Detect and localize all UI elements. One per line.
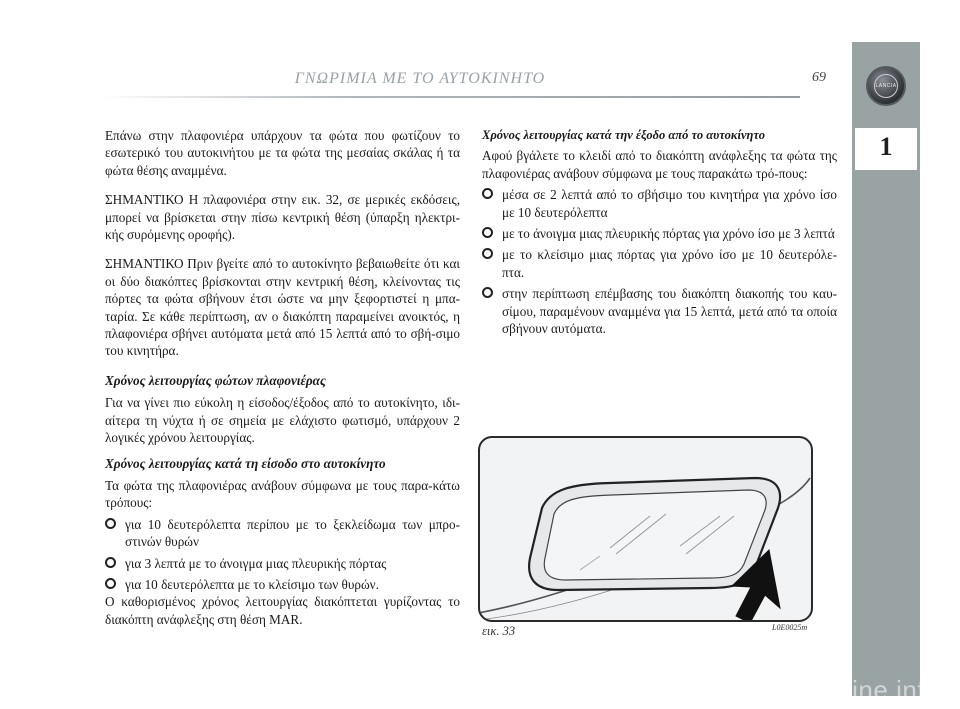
list-item-text: μέσα σε 2 λεπτά από το σβήσιμο του κινητήρα για χρόνο ίσο με 10 δευτερόλεπτα xyxy=(502,187,837,220)
logo-text: LANCIA xyxy=(874,74,898,98)
list-item xyxy=(105,576,460,593)
figure-frame xyxy=(478,436,813,622)
list-item xyxy=(105,516,460,551)
header-title: ΓΝΩΡΙΜΙΑ ΜΕ ΤΟ ΑΥΤΟΚΙΝΗΤΟ xyxy=(294,70,546,87)
lancia-logo-icon xyxy=(866,66,906,106)
paragraph: Ο καθορισμένος χρόνος λειτουργίας διακόπτεται γυρίζοντας το διακόπτη ανάφλεξης στη θέση MAR. xyxy=(105,594,460,627)
right-column xyxy=(482,127,837,341)
figure-code: L0E0025m xyxy=(772,623,808,632)
paragraph: Αφού βγάλετε το κλειδί από το διακόπτη ανάφλεξης τα φώτα της πλαφονιέρας ανάβουν σύμφωνα με τους παρακάτω τρό-πους: xyxy=(482,148,837,181)
section-heading: Χρόνος λειτουργίας φώτων πλαφονιέρας xyxy=(105,372,326,388)
list-item-text: με το κλείσιμο μιας πόρτας για χρόνο ίσο με 10 δευτερόλε-πτα. xyxy=(502,247,837,280)
chapter-number: 1 xyxy=(879,132,893,161)
page-number: 69 xyxy=(812,70,826,85)
list-item-text: στην περίπτωση επέμβασης του διακόπτη διακοπής του καυ-σίμου, παραμένουν αναμμένα για 15 λεπτά, μετά από τα οποία σβήνουν αυτόματα. xyxy=(502,286,837,337)
watermark: carmanualsonline.info xyxy=(676,675,940,705)
paragraph: Επάνω στην πλαφονιέρα υπάρχουν τα φώτα που φωτίζουν το εσωτερικό του αυτοκινήτου με τα φώτα της μεσαίας σκάλας ή τα φώτα θέσης αναμμένα. xyxy=(105,128,460,178)
light-lens-inner xyxy=(544,490,766,580)
list-item-text: με το άνοιγμα μιας πλευρικής πόρτας για χρόνο ίσο με 3 λεπτά xyxy=(502,226,835,242)
list-item-text: για 3 λεπτά με το άνοιγμα μιας πλευρικής πόρτας xyxy=(125,555,387,571)
figure-caption: εικ. 33 xyxy=(482,624,516,638)
bullet-icon xyxy=(105,557,116,568)
ceiling-light-illustration xyxy=(480,438,813,622)
paragraph: ΣΗΜΑΝΤΙΚΟ Η πλαφονιέρα στην εικ. 32, σε μερικές εκδόσεις, μπορεί να βρίσκεται στην πίσω κεντρική θέση (ύπαρξη ηλεκτρι-κής συρόμενης οροφής). xyxy=(105,192,460,243)
bullet-icon xyxy=(105,518,116,529)
bullet-icon xyxy=(482,188,493,199)
list-item xyxy=(482,285,837,337)
bullet-icon xyxy=(105,578,116,589)
list-item xyxy=(482,186,837,221)
header-rule xyxy=(100,96,800,98)
list-item xyxy=(105,555,460,572)
bullet-icon xyxy=(482,248,493,259)
list-item xyxy=(482,225,837,242)
list-item-text: για 10 δευτερόλεπτα περίπου με το ξεκλείδωμα των μπρο-στινών θυρών xyxy=(125,516,460,550)
section-heading: Χρόνος λειτουργίας κατά τη είσοδο στο αυτοκίνητο xyxy=(105,455,386,471)
bullet-icon xyxy=(482,287,493,298)
paragraph: ΣΗΜΑΝΤΙΚΟ Πριν βγείτε από το αυτοκίνητο βεβαιωθείτε ότι και οι δύο διακόπτες βρίσκονται στην κεντρική θέση, κλείνοντας τις πόρτες τα φώτα σβήνουν έτσι ώστε να μην ξεφορτιστεί η μπα-ταρία. Σε κάθε περίπτωση, αν ο διακόπτη παραμείνει ανοικτός, η πλαφονιέρα σβήνει αυτόματα μετά από 15 λεπτά από το σβή-σιμο του κινητήρα. xyxy=(105,256,460,359)
bullet-icon xyxy=(482,227,493,238)
paragraph: Τα φώτα της πλαφονιέρας ανάβουν σύμφωνα με τους παρα-κάτω τρόπους: xyxy=(105,477,460,511)
paragraph: Για να γίνει πιο εύκολη η είσοδος/έξοδος από το αυτοκίνητο, ιδι-αίτερα τη νύχτα ή σε σημεία με ελάχιστο φωτισμό, υπάρχουν 2 λογικές χρόνου λειτουργίας. xyxy=(105,395,460,446)
left-column xyxy=(105,127,460,628)
section-heading: Χρόνος λειτουργίας κατά την έξοδο από το αυτοκίνητο xyxy=(482,128,766,142)
list-item xyxy=(482,246,837,281)
list-item-text: για 10 δευτερόλεπτα με το κλείσιμο των θυρών. xyxy=(125,576,379,592)
